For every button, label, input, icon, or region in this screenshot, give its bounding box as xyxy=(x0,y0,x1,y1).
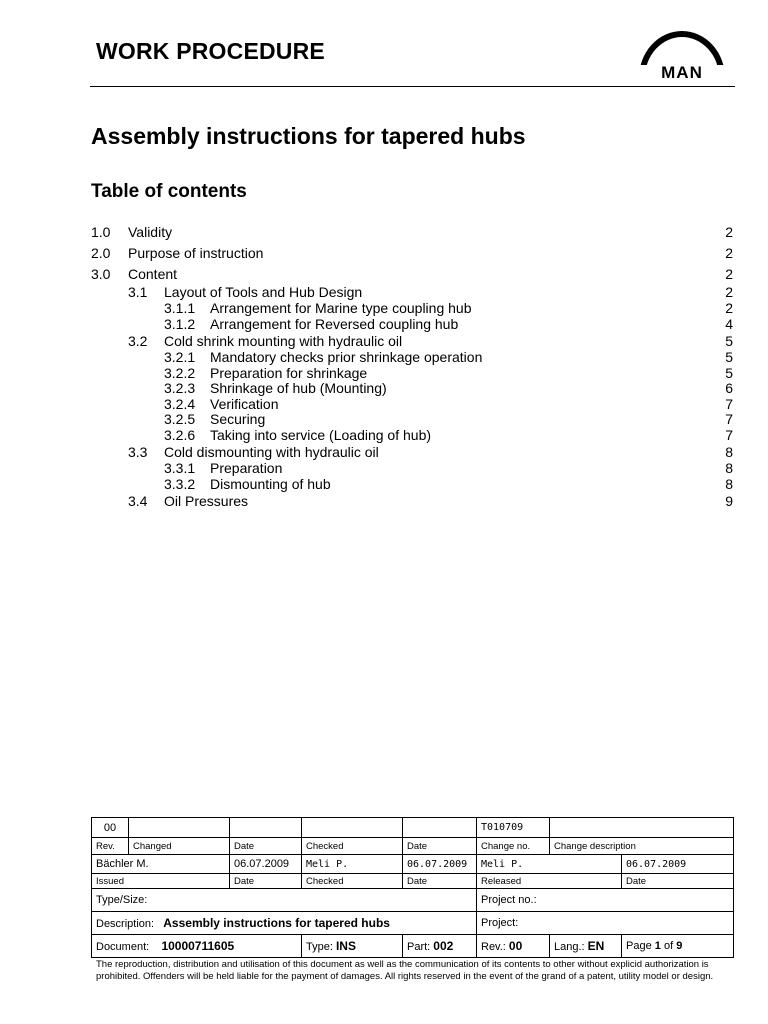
logo-text: MAN xyxy=(661,63,703,82)
toc-entry-page: 2 xyxy=(725,300,733,316)
document-cell xyxy=(92,935,302,958)
toc-entry-title: Preparation for shrinkage xyxy=(210,365,368,381)
toc-entry-title: Layout of Tools and Hub Design xyxy=(164,284,363,300)
type-label: Type: xyxy=(306,941,333,953)
date-label: Date xyxy=(403,874,477,889)
issued-date: 06.07.2009 xyxy=(230,855,302,874)
released-label: Released xyxy=(477,874,622,889)
type-value: INS xyxy=(335,939,356,953)
toc-entry-page: 5 xyxy=(725,365,733,381)
page-of: of xyxy=(663,940,674,952)
toc-entry-title: Cold dismounting with hydraulic oil xyxy=(164,444,379,460)
changed-label: Changed xyxy=(129,838,230,855)
header-divider xyxy=(90,86,735,87)
toc-entry[interactable] xyxy=(164,411,700,427)
toc-entry[interactable] xyxy=(128,333,700,349)
lang-label: Lang.: xyxy=(554,941,585,953)
toc-entry[interactable] xyxy=(128,444,700,460)
part-label: Part: xyxy=(407,941,431,953)
toc-entry-page: 9 xyxy=(725,493,733,509)
toc-entry-number: 1.0 xyxy=(91,224,111,240)
page-current: 1 xyxy=(654,940,661,952)
toc-entry-title: Taking into service (Loading of hub) xyxy=(210,427,432,443)
toc-entry[interactable] xyxy=(91,266,700,282)
toc-entry-number: 3.0 xyxy=(91,266,111,282)
toc-entry-page: 2 xyxy=(725,245,733,261)
checked-label: Checked xyxy=(302,874,403,889)
issued-by: Bächler M. xyxy=(92,855,230,874)
toc-entry[interactable] xyxy=(128,493,700,509)
toc-entry-page: 6 xyxy=(725,380,733,396)
toc-entry-page: 5 xyxy=(725,349,733,365)
lang-value: EN xyxy=(587,939,605,953)
description-cell xyxy=(92,912,477,935)
toc-entry[interactable] xyxy=(164,427,700,443)
toc-entry-page: 7 xyxy=(725,411,733,427)
toc-entry-number: 3.2 xyxy=(128,333,148,349)
document-label: Document: xyxy=(96,941,150,953)
rev-value: 00 xyxy=(103,821,117,834)
toc-entry-number: 3.1.2 xyxy=(164,316,196,332)
toc-entry[interactable] xyxy=(164,300,700,316)
header-title: WORK PROCEDURE xyxy=(96,38,325,64)
toc-entry-page: 2 xyxy=(725,284,733,300)
toc-entry-number: 3.3.2 xyxy=(164,476,196,492)
change-no-value: T010709 xyxy=(477,818,550,838)
rev-doc-label: Rev.: xyxy=(481,941,506,953)
released-by: Meli P. xyxy=(477,855,622,874)
document-number: 10000711605 xyxy=(161,939,235,953)
toc-heading: Table of contents xyxy=(91,181,247,202)
toc-entry-title: Content xyxy=(128,266,178,282)
toc-entry-number: 3.4 xyxy=(128,493,148,509)
project-no-label: Project no.: xyxy=(477,889,734,912)
toc-entry-page: 8 xyxy=(725,460,733,476)
toc-entry-page: 2 xyxy=(725,224,733,240)
toc-entry-title: Cold shrink mounting with hydraulic oil xyxy=(164,333,403,349)
toc-entry-number: 3.2.1 xyxy=(164,349,196,365)
date-label: Date xyxy=(403,838,477,855)
toc-entry-title: Mandatory checks prior shrinkage operation xyxy=(210,349,483,365)
toc-entry-page: 7 xyxy=(725,427,733,443)
toc-entry-number: 3.3.1 xyxy=(164,460,196,476)
toc-entry-number: 2.0 xyxy=(91,245,111,261)
toc-entry-page: 4 xyxy=(725,316,733,332)
rev-value-cell xyxy=(92,818,129,838)
page-label: Page xyxy=(626,940,652,952)
toc-entry-title: Oil Pressures xyxy=(164,493,249,509)
toc-entry-number: 3.2.2 xyxy=(164,365,196,381)
toc-entry-title: Arrangement for Marine type coupling hub xyxy=(210,300,472,316)
checked-label: Checked xyxy=(302,838,403,855)
toc-entry[interactable] xyxy=(164,380,700,396)
toc-entry-number: 3.2.5 xyxy=(164,411,196,427)
toc-entry-title: Verification xyxy=(210,396,279,412)
toc-entry-number: 3.1 xyxy=(128,284,148,300)
rev-label: Rev. xyxy=(92,838,129,855)
toc-entry-page: 5 xyxy=(725,333,733,349)
project-label: Project: xyxy=(477,912,734,935)
toc-entry[interactable] xyxy=(91,245,700,261)
toc-entry-page: 8 xyxy=(725,444,733,460)
description-value: Assembly instructions for tapered hubs xyxy=(163,916,390,930)
toc-entry[interactable] xyxy=(128,284,700,300)
man-logo xyxy=(632,30,732,82)
toc-entry-number: 3.2.6 xyxy=(164,427,196,443)
released-date: 06.07.2009 xyxy=(622,855,734,874)
part-cell xyxy=(403,935,477,958)
toc-entry[interactable] xyxy=(164,316,700,332)
part-value: 002 xyxy=(433,939,454,953)
change-description-label: Change description xyxy=(550,838,734,855)
toc-entry[interactable] xyxy=(164,349,700,365)
toc-entry-page: 2 xyxy=(725,266,733,282)
toc-entry-number: 3.3 xyxy=(128,444,148,460)
toc-entry-number: 3.2.4 xyxy=(164,396,196,412)
rev-doc-value: 00 xyxy=(508,939,523,953)
checked-date: 06.07.2009 xyxy=(403,855,477,874)
checked-by: Meli P. xyxy=(302,855,403,874)
date-label: Date xyxy=(230,874,302,889)
issued-label: Issued xyxy=(92,874,230,889)
toc-entry-number: 3.1.1 xyxy=(164,300,196,316)
toc-entry-title: Preparation xyxy=(210,460,283,476)
rev-cell xyxy=(477,935,550,958)
toc-entry-page: 7 xyxy=(725,396,733,412)
toc-entry[interactable] xyxy=(164,460,700,476)
toc-entry-title: Dismounting of hub xyxy=(210,476,331,492)
toc-entry[interactable] xyxy=(164,365,700,381)
toc-entry-title: Validity xyxy=(128,224,173,240)
toc-entry[interactable] xyxy=(164,396,700,412)
toc-entry-title: Securing xyxy=(210,411,266,427)
type-cell xyxy=(302,935,403,958)
type-size-label: Type/Size: xyxy=(92,889,477,912)
document-title: Assembly instructions for tapered hubs xyxy=(91,123,526,149)
title-block xyxy=(91,817,734,958)
toc-entry-title: Arrangement for Reversed coupling hub xyxy=(210,316,459,332)
toc-entry-title: Shrinkage of hub (Mounting) xyxy=(210,380,387,396)
date-label: Date xyxy=(230,838,302,855)
date-label: Date xyxy=(622,874,734,889)
lang-cell xyxy=(550,935,622,958)
toc-entry[interactable] xyxy=(91,224,700,240)
toc-entry[interactable] xyxy=(164,476,700,492)
description-label: Description: xyxy=(96,918,155,930)
toc-entry-title: Purpose of instruction xyxy=(128,245,264,261)
page-total: 9 xyxy=(676,940,683,952)
copyright-notice: The reproduction, distribution and utilisation of this document as well as the communication of its contents to other without explicid authorization is prohibited. Offenders will be held liable for the payment of damages. All rights reserved in the event of the grand of a patent, utility model or design. xyxy=(96,959,714,982)
toc-entry-page: 8 xyxy=(725,476,733,492)
change-no-label: Change no. xyxy=(477,838,550,855)
toc-entry-number: 3.2.3 xyxy=(164,380,196,396)
page-cell xyxy=(622,935,734,958)
